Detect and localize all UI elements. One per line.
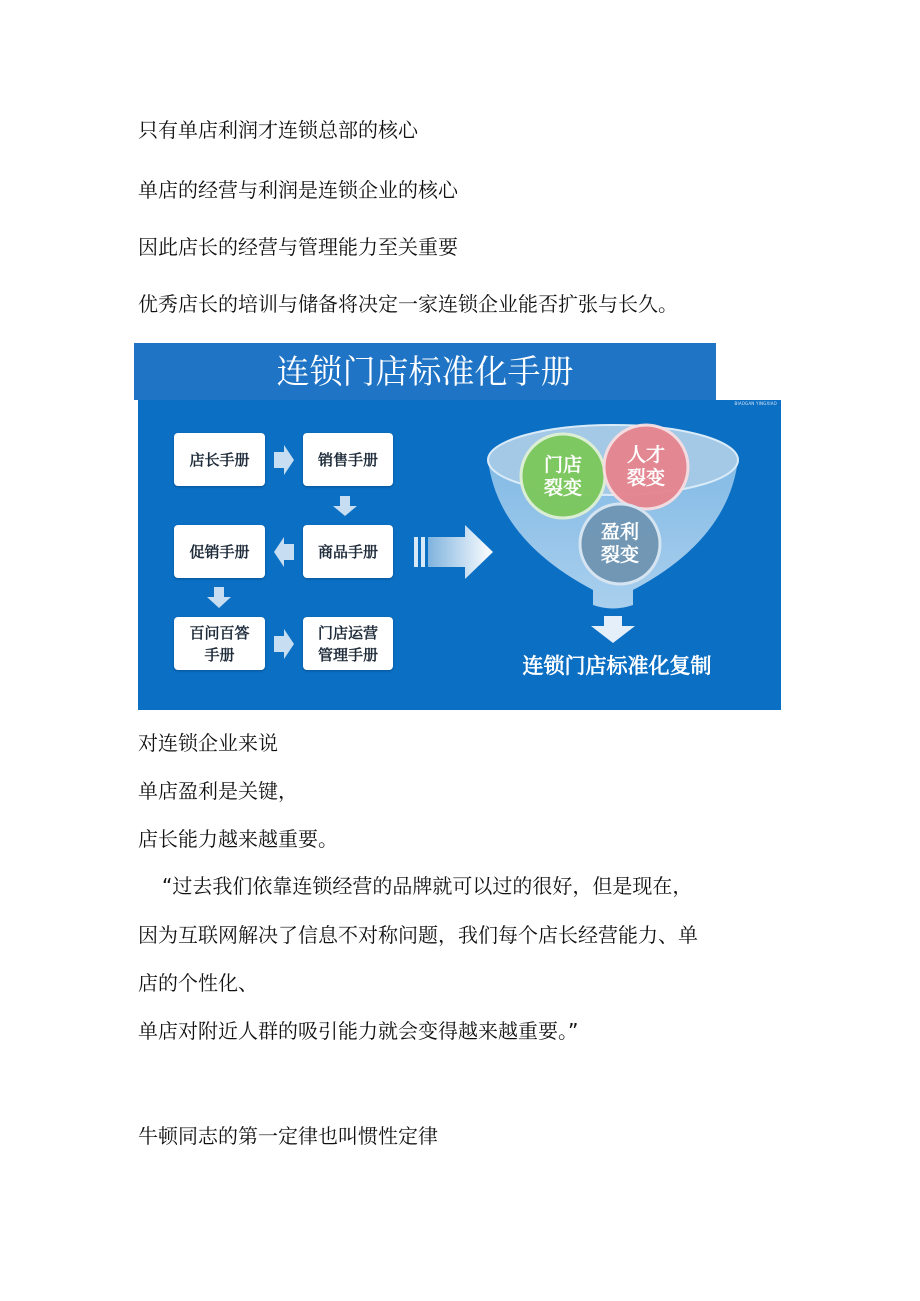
box-label: 店长手册 bbox=[189, 450, 250, 469]
text-line: 单店的经营与利润是连锁企业的核心 bbox=[138, 178, 458, 202]
figure-result-text: 连锁门店标准化复制 bbox=[522, 654, 712, 678]
big-arrow-icon bbox=[414, 525, 493, 579]
quote-line: “过去我们依靠连锁经营的品牌就可以过的很好，但是现在， bbox=[162, 874, 693, 898]
circle-label-line2: 裂变 bbox=[543, 477, 582, 499]
figure-panel bbox=[138, 400, 781, 710]
quote-line: 单店对附近人群的吸引能力就会变得越来越重要。” bbox=[138, 1019, 579, 1043]
box-sales-manual bbox=[303, 433, 393, 486]
quote-line: 因为互联网解决了信息不对称问题，我们每个店长经营能力、单 bbox=[138, 923, 698, 947]
arrow-down-icon bbox=[207, 587, 231, 608]
box-label-line2: 手册 bbox=[204, 645, 235, 664]
circle-label-line1: 盈利 bbox=[600, 521, 639, 543]
text-line: 只有单店利润才连锁总部的核心 bbox=[138, 118, 418, 142]
box-product-manual bbox=[303, 525, 393, 578]
talent-fission-label bbox=[618, 444, 674, 490]
box-label: 商品手册 bbox=[317, 542, 378, 561]
text-line: 优秀店长的培训与储备将决定一家连锁企业能否扩张与长久。 bbox=[138, 292, 678, 316]
text-line: 店长能力越来越重要。 bbox=[138, 827, 338, 851]
box-label-line2: 管理手册 bbox=[317, 645, 378, 664]
text-line: 单店盈利是关键， bbox=[138, 779, 298, 803]
figure-title-banner: 连锁门店标准化手册 bbox=[134, 343, 716, 400]
circle-label-line1: 人才 bbox=[626, 444, 665, 466]
circle-label-line2: 裂变 bbox=[626, 467, 665, 489]
text-line: 对连锁企业来说 bbox=[138, 731, 278, 755]
circle-label-line1: 门店 bbox=[543, 454, 582, 476]
box-label-line1: 百问百答 bbox=[189, 623, 250, 642]
arrow-down-icon bbox=[333, 496, 357, 516]
text-line: 因此店长的经营与管理能力至关重要 bbox=[138, 235, 458, 259]
box-store-ops-manual bbox=[303, 617, 393, 670]
text-line: 牛顿同志的第一定律也叫惯性定律 bbox=[138, 1124, 438, 1148]
box-qa-manual bbox=[174, 617, 265, 670]
store-fission-label bbox=[535, 454, 591, 500]
arrow-right-icon bbox=[274, 445, 294, 475]
box-promotion-manual bbox=[174, 525, 265, 578]
watermark-logo: BIAOGAN YINGXIAO bbox=[734, 401, 777, 406]
box-label-line1: 门店运营 bbox=[317, 623, 378, 642]
box-label: 促销手册 bbox=[189, 542, 250, 561]
arrow-down-icon bbox=[591, 616, 635, 643]
arrow-right-icon bbox=[274, 629, 294, 659]
box-store-manager-manual bbox=[174, 433, 265, 486]
quote-line: 店的个性化、 bbox=[138, 971, 258, 995]
box-label: 销售手册 bbox=[317, 450, 378, 469]
arrow-left-icon bbox=[274, 537, 294, 567]
circle-label-line2: 裂变 bbox=[600, 544, 639, 566]
profit-fission-label bbox=[592, 521, 648, 567]
